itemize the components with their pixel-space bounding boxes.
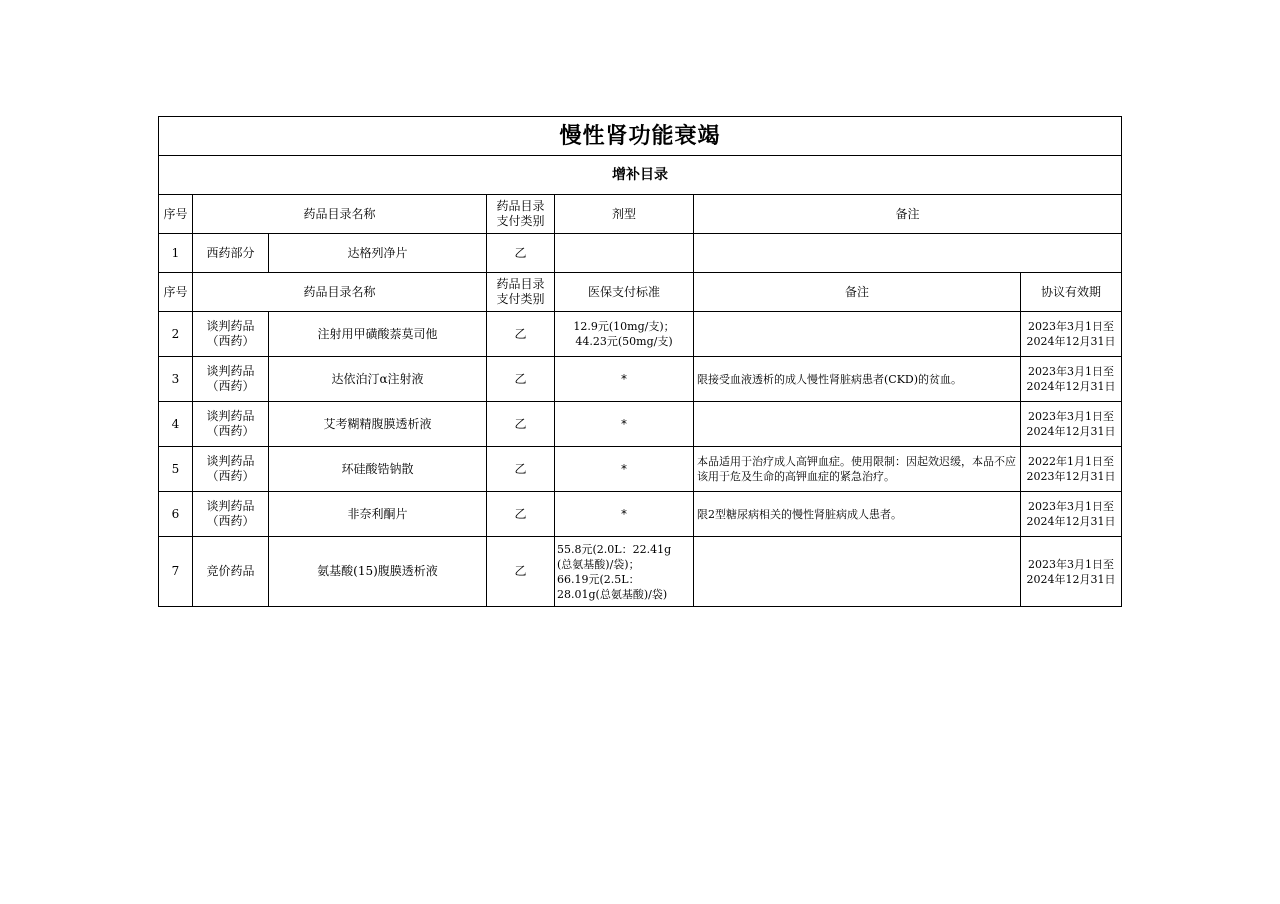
row-note: 本品适用于治疗成人高钾血症。使用限制：因起效迟缓，本品不应该用于危及生命的高钾血症的紧急治疗。	[694, 447, 1021, 492]
header-row-2	[159, 273, 1122, 312]
row-seq: 3	[159, 357, 193, 402]
header-drug-name: 药品目录名称	[193, 195, 487, 234]
row-drug-name: 艾考糊精腹膜透析液	[269, 402, 487, 447]
header-note: 备注	[694, 273, 1021, 312]
row-drug-name: 注射用甲磺酸萘莫司他	[269, 312, 487, 357]
row-pay-type: 乙	[487, 234, 555, 273]
row-validity: 2022年1月1日至 2023年12月31日	[1021, 447, 1122, 492]
row-payment-standard: *	[555, 447, 694, 492]
header-drug-name: 药品目录名称	[193, 273, 487, 312]
header-pay-type-text: 药品目录 支付类别	[496, 277, 545, 306]
header-row-1	[159, 195, 1122, 234]
row-pay-type: 乙	[487, 357, 555, 402]
header-validity: 协议有效期	[1021, 273, 1122, 312]
header-pay-type	[487, 195, 555, 234]
row-category: 西药部分	[193, 234, 269, 273]
row-note	[694, 312, 1021, 357]
row-pay-type: 乙	[487, 402, 555, 447]
row-note	[694, 402, 1021, 447]
subtitle-row	[159, 156, 1122, 195]
row-drug-name: 环硅酸锆钠散	[269, 447, 487, 492]
header-pay-type	[487, 273, 555, 312]
row-seq: 4	[159, 402, 193, 447]
row-category: 谈判药品 （西药）	[193, 447, 269, 492]
row-pay-type: 乙	[487, 537, 555, 607]
title-row	[159, 117, 1122, 156]
row-pay-type: 乙	[487, 492, 555, 537]
row-payment-standard: *	[555, 492, 694, 537]
row-note: 限接受血液透析的成人慢性肾脏病患者(CKD)的贫血。	[694, 357, 1021, 402]
drug-catalog-table	[158, 116, 1122, 607]
row-validity: 2023年3月1日至 2024年12月31日	[1021, 492, 1122, 537]
table-row	[159, 357, 1122, 402]
table-row	[159, 447, 1122, 492]
row-category: 竞价药品	[193, 537, 269, 607]
row-category: 谈判药品 （西药）	[193, 357, 269, 402]
row-payment-standard: 55.8元(2.0L：22.41g (总氨基酸)/袋)； 66.19元(2.5L： 28.01g(总氨基酸)/袋)	[555, 537, 694, 607]
row-validity: 2023年3月1日至 2024年12月31日	[1021, 312, 1122, 357]
row-validity: 2023年3月1日至 2024年12月31日	[1021, 402, 1122, 447]
header-note: 备注	[694, 195, 1122, 234]
row-seq: 7	[159, 537, 193, 607]
row-form	[555, 234, 694, 273]
header-seq: 序号	[159, 195, 193, 234]
row-seq: 5	[159, 447, 193, 492]
row-payment-standard: 12.9元(10mg/支)； 44.23元(50mg/支)	[555, 312, 694, 357]
row-seq: 1	[159, 234, 193, 273]
row-payment-standard: *	[555, 357, 694, 402]
row-validity: 2023年3月1日至 2024年12月31日	[1021, 357, 1122, 402]
table-row	[159, 234, 1122, 273]
row-category: 谈判药品 （西药）	[193, 402, 269, 447]
header-form: 剂型	[555, 195, 694, 234]
row-note: 限2型糖尿病相关的慢性肾脏病成人患者。	[694, 492, 1021, 537]
row-category: 谈判药品 （西药）	[193, 312, 269, 357]
header-payment-standard: 医保支付标准	[555, 273, 694, 312]
table-row	[159, 537, 1122, 607]
row-seq: 2	[159, 312, 193, 357]
row-drug-name: 非奈利酮片	[269, 492, 487, 537]
table-row	[159, 402, 1122, 447]
row-payment-standard: *	[555, 402, 694, 447]
header-pay-type-text: 药品目录 支付类别	[496, 199, 545, 228]
row-drug-name: 氨基酸(15)腹膜透析液	[269, 537, 487, 607]
page-title: 慢性肾功能衰竭	[159, 117, 1122, 156]
page-subtitle: 增补目录	[159, 156, 1122, 195]
row-category: 谈判药品 （西药）	[193, 492, 269, 537]
row-note	[694, 537, 1021, 607]
row-drug-name: 达格列净片	[269, 234, 487, 273]
table-row	[159, 312, 1122, 357]
row-note	[694, 234, 1122, 273]
row-pay-type: 乙	[487, 447, 555, 492]
table-row	[159, 492, 1122, 537]
header-seq: 序号	[159, 273, 193, 312]
row-pay-type: 乙	[487, 312, 555, 357]
row-drug-name: 达依泊汀α注射液	[269, 357, 487, 402]
row-validity: 2023年3月1日至 2024年12月31日	[1021, 537, 1122, 607]
row-seq: 6	[159, 492, 193, 537]
